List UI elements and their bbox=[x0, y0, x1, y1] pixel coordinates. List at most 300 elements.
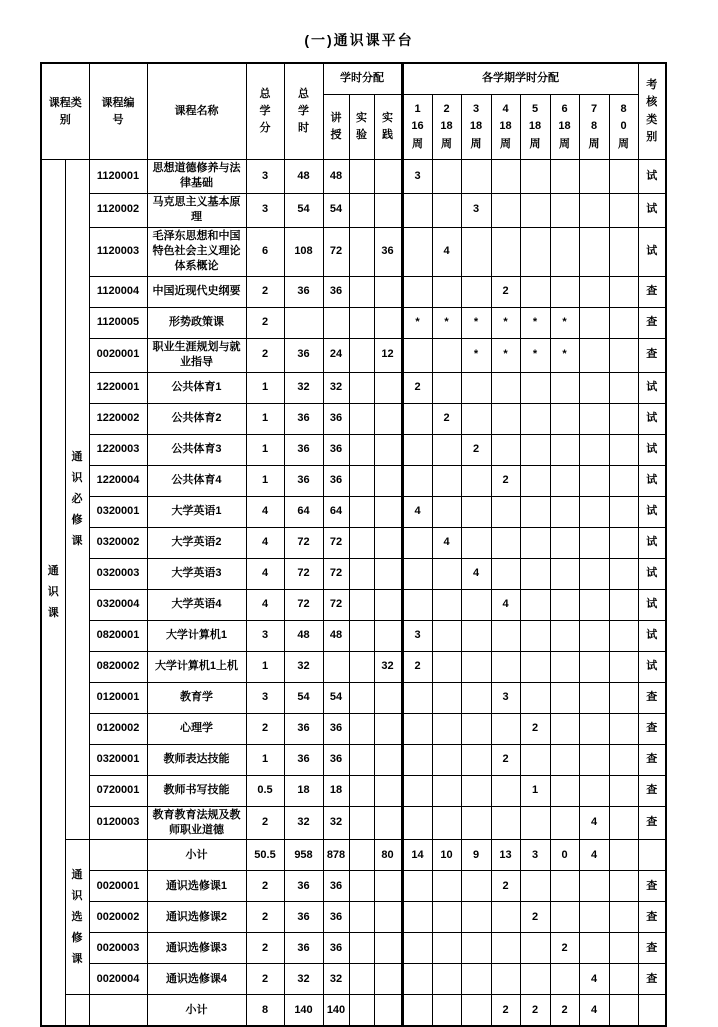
cell-credits: 50.5 bbox=[246, 840, 284, 871]
cell-sem-4 bbox=[491, 193, 520, 227]
cell-sem-6 bbox=[550, 227, 579, 276]
cell-sem-6 bbox=[550, 589, 579, 620]
cell-hours: 72 bbox=[284, 527, 323, 558]
cell-sem-4: 2 bbox=[491, 871, 520, 902]
cell-experiment bbox=[349, 964, 374, 995]
cell-sem-3 bbox=[461, 744, 491, 775]
cell-credits: 3 bbox=[246, 160, 284, 194]
cell-lecture: 878 bbox=[323, 840, 349, 871]
cell-practice bbox=[374, 276, 402, 307]
cell-credits: 3 bbox=[246, 682, 284, 713]
cell-sem-4 bbox=[491, 775, 520, 806]
cell-sem-6 bbox=[550, 527, 579, 558]
cell-sem-4: 3 bbox=[491, 682, 520, 713]
cell-sem-7 bbox=[579, 775, 609, 806]
cell-lecture: 72 bbox=[323, 227, 349, 276]
cell-sem-2 bbox=[432, 995, 461, 1027]
cell-sem-2 bbox=[432, 871, 461, 902]
cell-sem-7 bbox=[579, 527, 609, 558]
cell-sem-7: 4 bbox=[579, 806, 609, 840]
cell-sem-6: 2 bbox=[550, 995, 579, 1027]
cell-name: 通识选修课4 bbox=[147, 964, 246, 995]
cell-sem-5 bbox=[520, 496, 550, 527]
cell-sem-5 bbox=[520, 806, 550, 840]
cell-sem-7 bbox=[579, 871, 609, 902]
header-semester-7: 7 8 周 bbox=[579, 95, 609, 160]
cell-sem-4: 4 bbox=[491, 589, 520, 620]
cell-hours: 36 bbox=[284, 338, 323, 372]
cell-experiment bbox=[349, 682, 374, 713]
cell-experiment bbox=[349, 806, 374, 840]
cell-hours: 72 bbox=[284, 589, 323, 620]
cell-credits: 2 bbox=[246, 902, 284, 933]
cell-hours: 54 bbox=[284, 682, 323, 713]
cell-code: 1120002 bbox=[89, 193, 147, 227]
cell-sem-3 bbox=[461, 871, 491, 902]
cell-sem-2 bbox=[432, 964, 461, 995]
cell-sem-7 bbox=[579, 558, 609, 589]
cell-sem-3 bbox=[461, 276, 491, 307]
cell-code: 0120002 bbox=[89, 713, 147, 744]
course-row bbox=[41, 338, 666, 372]
cell-practice bbox=[374, 995, 402, 1027]
header-semester-1: 1 16 周 bbox=[402, 95, 432, 160]
cell-sem-5: * bbox=[520, 338, 550, 372]
cell-credits: 2 bbox=[246, 964, 284, 995]
cell-hours: 36 bbox=[284, 465, 323, 496]
header-total-credits: 总学分 bbox=[246, 63, 284, 160]
cell-sem-6 bbox=[550, 775, 579, 806]
cell-sem-4: 13 bbox=[491, 840, 520, 871]
cell-experiment bbox=[349, 465, 374, 496]
cell-sem-1: 3 bbox=[402, 620, 432, 651]
cell-practice bbox=[374, 620, 402, 651]
cell-experiment bbox=[349, 496, 374, 527]
cell-experiment bbox=[349, 403, 374, 434]
header-semester-6: 6 18 周 bbox=[550, 95, 579, 160]
cell-lecture: 36 bbox=[323, 871, 349, 902]
cell-credits: 8 bbox=[246, 995, 284, 1027]
cell-sem-8 bbox=[609, 403, 638, 434]
cell-credits: 3 bbox=[246, 193, 284, 227]
cell-name: 教师表达技能 bbox=[147, 744, 246, 775]
cell-assessment: 试 bbox=[638, 465, 666, 496]
cell-practice bbox=[374, 193, 402, 227]
cell-sem-1: 3 bbox=[402, 160, 432, 194]
header-course-name: 课程名称 bbox=[147, 63, 246, 160]
cell-sem-7 bbox=[579, 933, 609, 964]
cell-lecture: 48 bbox=[323, 160, 349, 194]
cell-hours: 108 bbox=[284, 227, 323, 276]
cell-sem-7 bbox=[579, 372, 609, 403]
cell-sem-3 bbox=[461, 964, 491, 995]
cell-sem-5 bbox=[520, 227, 550, 276]
cell-name: 公共体育2 bbox=[147, 403, 246, 434]
cell-sem-1 bbox=[402, 465, 432, 496]
cell-code: 1120004 bbox=[89, 276, 147, 307]
cell-sem-8 bbox=[609, 434, 638, 465]
cell-code: 1220004 bbox=[89, 465, 147, 496]
cell-sem-2 bbox=[432, 651, 461, 682]
header-semester-5: 5 18 周 bbox=[520, 95, 550, 160]
header-course-category: 课程类别 bbox=[41, 63, 89, 160]
cell-sem-1 bbox=[402, 933, 432, 964]
cell-code: 1120005 bbox=[89, 307, 147, 338]
cell-sem-7 bbox=[579, 227, 609, 276]
cell-practice bbox=[374, 372, 402, 403]
cell-sem-4 bbox=[491, 651, 520, 682]
cell-sem-2 bbox=[432, 620, 461, 651]
course-row bbox=[41, 933, 666, 964]
cell-credits: 2 bbox=[246, 307, 284, 338]
cell-assessment: 试 bbox=[638, 496, 666, 527]
header-total-hours: 总学时 bbox=[284, 63, 323, 160]
cell-name: 教师书写技能 bbox=[147, 775, 246, 806]
cell-code: 1120001 bbox=[89, 160, 147, 194]
cell-sem-8 bbox=[609, 806, 638, 840]
cell-code: 0320003 bbox=[89, 558, 147, 589]
cell-sem-7 bbox=[579, 651, 609, 682]
cell-sem-3 bbox=[461, 496, 491, 527]
cell-experiment bbox=[349, 434, 374, 465]
cell-hours: 36 bbox=[284, 744, 323, 775]
cell-code bbox=[89, 995, 147, 1027]
cell-sem-8 bbox=[609, 840, 638, 871]
cell-sem-8 bbox=[609, 682, 638, 713]
header-hour-allocation-group: 学时分配 bbox=[323, 63, 402, 95]
course-row bbox=[41, 227, 666, 276]
cell-sem-8 bbox=[609, 964, 638, 995]
cell-assessment: 查 bbox=[638, 933, 666, 964]
cell-hours: 36 bbox=[284, 902, 323, 933]
cell-sem-2 bbox=[432, 496, 461, 527]
cell-code: 0120001 bbox=[89, 682, 147, 713]
cell-sem-6 bbox=[550, 682, 579, 713]
cell-practice bbox=[374, 558, 402, 589]
cell-sem-2 bbox=[432, 744, 461, 775]
cell-experiment bbox=[349, 558, 374, 589]
cell-hours: 140 bbox=[284, 995, 323, 1027]
cell-sem-4 bbox=[491, 527, 520, 558]
cell-sem-1: * bbox=[402, 307, 432, 338]
cell-practice: 36 bbox=[374, 227, 402, 276]
cell-experiment bbox=[349, 193, 374, 227]
cell-sem-7 bbox=[579, 160, 609, 194]
cell-sem-1 bbox=[402, 403, 432, 434]
cell-code: 0120003 bbox=[89, 806, 147, 840]
cell-sem-5 bbox=[520, 651, 550, 682]
cell-sem-5 bbox=[520, 744, 550, 775]
course-row bbox=[41, 806, 666, 840]
cell-sem-2 bbox=[432, 933, 461, 964]
cell-sem-2: 10 bbox=[432, 840, 461, 871]
cell-sem-5 bbox=[520, 527, 550, 558]
cell-sem-5: 3 bbox=[520, 840, 550, 871]
cell-sem-8 bbox=[609, 651, 638, 682]
cell-lecture: 64 bbox=[323, 496, 349, 527]
cell-sem-6: 0 bbox=[550, 840, 579, 871]
cell-sem-8 bbox=[609, 496, 638, 527]
subtotal-row bbox=[41, 840, 666, 871]
group-label: 通识必修课 bbox=[65, 160, 89, 840]
cell-sem-5 bbox=[520, 558, 550, 589]
cell-credits: 6 bbox=[246, 227, 284, 276]
cell-credits: 4 bbox=[246, 527, 284, 558]
cell-sem-8 bbox=[609, 713, 638, 744]
cell-lecture: 36 bbox=[323, 403, 349, 434]
cell-name: 大学英语2 bbox=[147, 527, 246, 558]
cell-sem-1: 4 bbox=[402, 496, 432, 527]
cell-code: 0020001 bbox=[89, 338, 147, 372]
course-row bbox=[41, 558, 666, 589]
cell-sem-4 bbox=[491, 933, 520, 964]
header-assessment: 考核类别 bbox=[638, 63, 666, 160]
cell-sem-4 bbox=[491, 160, 520, 194]
cell-credits: 2 bbox=[246, 871, 284, 902]
cell-assessment: 查 bbox=[638, 338, 666, 372]
cell-sem-4 bbox=[491, 620, 520, 651]
cell-name: 大学英语1 bbox=[147, 496, 246, 527]
cell-sem-8 bbox=[609, 871, 638, 902]
cell-experiment bbox=[349, 276, 374, 307]
cell-assessment: 试 bbox=[638, 193, 666, 227]
cell-sem-3: 3 bbox=[461, 193, 491, 227]
cell-sem-6 bbox=[550, 434, 579, 465]
cell-name: 职业生涯规划与就业指导 bbox=[147, 338, 246, 372]
cell-hours: 18 bbox=[284, 775, 323, 806]
cell-experiment bbox=[349, 589, 374, 620]
cell-sem-5 bbox=[520, 434, 550, 465]
cell-experiment bbox=[349, 840, 374, 871]
cell-lecture: 54 bbox=[323, 193, 349, 227]
cell-sem-3 bbox=[461, 160, 491, 194]
cell-practice bbox=[374, 682, 402, 713]
cell-sem-1 bbox=[402, 558, 432, 589]
cell-sem-6 bbox=[550, 713, 579, 744]
cell-hours: 72 bbox=[284, 558, 323, 589]
cell-sem-8 bbox=[609, 527, 638, 558]
cell-sem-3 bbox=[461, 651, 491, 682]
course-row bbox=[41, 871, 666, 902]
cell-sem-4 bbox=[491, 806, 520, 840]
cell-credits: 4 bbox=[246, 589, 284, 620]
cell-name: 大学计算机1 bbox=[147, 620, 246, 651]
cell-lecture: 32 bbox=[323, 964, 349, 995]
cell-hours: 36 bbox=[284, 713, 323, 744]
cell-sem-3 bbox=[461, 775, 491, 806]
cell-lecture: 72 bbox=[323, 558, 349, 589]
cell-sem-7: 4 bbox=[579, 995, 609, 1027]
cell-sem-7 bbox=[579, 434, 609, 465]
cell-practice bbox=[374, 871, 402, 902]
cell-sem-3 bbox=[461, 806, 491, 840]
header-experiment: 实验 bbox=[349, 95, 374, 160]
cell-sem-5 bbox=[520, 276, 550, 307]
cell-sem-8 bbox=[609, 902, 638, 933]
cell-credits: 1 bbox=[246, 372, 284, 403]
header-row-1 bbox=[41, 63, 666, 95]
cell-name: 公共体育4 bbox=[147, 465, 246, 496]
cell-sem-2 bbox=[432, 193, 461, 227]
group-label: 通识选修课 bbox=[65, 840, 89, 995]
cell-sem-6: 2 bbox=[550, 933, 579, 964]
cell-lecture: 54 bbox=[323, 682, 349, 713]
course-row bbox=[41, 307, 666, 338]
cell-practice bbox=[374, 589, 402, 620]
course-row bbox=[41, 713, 666, 744]
cell-practice: 12 bbox=[374, 338, 402, 372]
cell-lecture: 32 bbox=[323, 806, 349, 840]
cell-sem-3 bbox=[461, 713, 491, 744]
cell-code: 0820001 bbox=[89, 620, 147, 651]
cell-assessment: 查 bbox=[638, 902, 666, 933]
cell-hours bbox=[284, 307, 323, 338]
cell-hours: 48 bbox=[284, 620, 323, 651]
cell-lecture: 72 bbox=[323, 527, 349, 558]
cell-sem-8 bbox=[609, 338, 638, 372]
cell-assessment: 试 bbox=[638, 160, 666, 194]
cell-sem-6 bbox=[550, 160, 579, 194]
cell-credits: 2 bbox=[246, 806, 284, 840]
cell-sem-1 bbox=[402, 902, 432, 933]
cell-sem-5: * bbox=[520, 307, 550, 338]
cell-sem-5 bbox=[520, 372, 550, 403]
cell-assessment: 查 bbox=[638, 307, 666, 338]
cell-sem-6: * bbox=[550, 307, 579, 338]
cell-practice: 80 bbox=[374, 840, 402, 871]
header-semester-2: 2 18 周 bbox=[432, 95, 461, 160]
header-lecture: 讲授 bbox=[323, 95, 349, 160]
cell-name: 通识选修课2 bbox=[147, 902, 246, 933]
cell-code: 0020003 bbox=[89, 933, 147, 964]
course-row bbox=[41, 434, 666, 465]
cell-sem-6: * bbox=[550, 338, 579, 372]
cell-practice bbox=[374, 307, 402, 338]
cell-code: 1220002 bbox=[89, 403, 147, 434]
cell-lecture bbox=[323, 307, 349, 338]
cell-sem-6 bbox=[550, 964, 579, 995]
cell-sem-8 bbox=[609, 276, 638, 307]
cell-sem-1: 2 bbox=[402, 651, 432, 682]
course-row bbox=[41, 964, 666, 995]
cell-sem-4 bbox=[491, 902, 520, 933]
cell-sem-1 bbox=[402, 871, 432, 902]
cell-assessment: 试 bbox=[638, 372, 666, 403]
cell-hours: 32 bbox=[284, 806, 323, 840]
cell-sem-3 bbox=[461, 995, 491, 1027]
cell-sem-6 bbox=[550, 806, 579, 840]
course-row bbox=[41, 276, 666, 307]
cell-sem-1 bbox=[402, 995, 432, 1027]
cell-assessment bbox=[638, 995, 666, 1027]
cell-sem-2: 4 bbox=[432, 527, 461, 558]
cell-name: 毛泽东思想和中国特色社会主义理论体系概论 bbox=[147, 227, 246, 276]
cell-sem-4 bbox=[491, 227, 520, 276]
page-title: (一)通识课平台 bbox=[304, 32, 414, 48]
cell-credits: 1 bbox=[246, 403, 284, 434]
cell-sem-6 bbox=[550, 620, 579, 651]
cell-sem-3 bbox=[461, 682, 491, 713]
cell-assessment: 试 bbox=[638, 589, 666, 620]
cell-code: 0020004 bbox=[89, 964, 147, 995]
subtotal-row bbox=[41, 995, 666, 1027]
cell-sem-8 bbox=[609, 933, 638, 964]
cell-sem-7 bbox=[579, 589, 609, 620]
cell-sem-4: * bbox=[491, 338, 520, 372]
cell-experiment bbox=[349, 995, 374, 1027]
cell-practice bbox=[374, 527, 402, 558]
cell-sem-8 bbox=[609, 372, 638, 403]
cell-name: 大学英语4 bbox=[147, 589, 246, 620]
cell-code: 0820002 bbox=[89, 651, 147, 682]
cell-sem-5: 2 bbox=[520, 995, 550, 1027]
cell-sem-7 bbox=[579, 744, 609, 775]
cell-code: 1220001 bbox=[89, 372, 147, 403]
cell-sem-7 bbox=[579, 307, 609, 338]
cell-sem-6 bbox=[550, 496, 579, 527]
course-row bbox=[41, 775, 666, 806]
cell-sem-8 bbox=[609, 558, 638, 589]
course-row bbox=[41, 403, 666, 434]
cell-hours: 36 bbox=[284, 276, 323, 307]
cell-hours: 36 bbox=[284, 434, 323, 465]
cell-sem-1: 14 bbox=[402, 840, 432, 871]
cell-name: 大学计算机1上机 bbox=[147, 651, 246, 682]
course-row bbox=[41, 527, 666, 558]
cell-name: 思想道德修养与法律基础 bbox=[147, 160, 246, 194]
cell-sem-2 bbox=[432, 806, 461, 840]
cell-sem-8 bbox=[609, 160, 638, 194]
cell-sem-6 bbox=[550, 902, 579, 933]
cell-hours: 48 bbox=[284, 160, 323, 194]
cell-sem-2 bbox=[432, 465, 461, 496]
cell-lecture: 48 bbox=[323, 620, 349, 651]
cell-sem-3: 2 bbox=[461, 434, 491, 465]
cell-name: 教育学 bbox=[147, 682, 246, 713]
cell-practice bbox=[374, 933, 402, 964]
cell-credits: 1 bbox=[246, 744, 284, 775]
cell-sem-3 bbox=[461, 902, 491, 933]
cell-name: 通识选修课1 bbox=[147, 871, 246, 902]
cell-credits: 4 bbox=[246, 496, 284, 527]
cell-sem-3: 9 bbox=[461, 840, 491, 871]
cell-name: 中国近现代史纲要 bbox=[147, 276, 246, 307]
cell-hours: 36 bbox=[284, 933, 323, 964]
cell-sem-2: 4 bbox=[432, 227, 461, 276]
cell-sem-1 bbox=[402, 434, 432, 465]
cell-sem-5 bbox=[520, 403, 550, 434]
cell-hours: 32 bbox=[284, 964, 323, 995]
cell-hours: 54 bbox=[284, 193, 323, 227]
cell-sem-1: 2 bbox=[402, 372, 432, 403]
cell-code bbox=[89, 840, 147, 871]
cell-sem-8 bbox=[609, 465, 638, 496]
header-semester-3: 3 18 周 bbox=[461, 95, 491, 160]
cell-sem-1 bbox=[402, 964, 432, 995]
cell-sem-1 bbox=[402, 713, 432, 744]
cell-sem-3 bbox=[461, 620, 491, 651]
cell-lecture: 36 bbox=[323, 276, 349, 307]
cell-sem-7 bbox=[579, 403, 609, 434]
cell-sem-8 bbox=[609, 620, 638, 651]
cell-sem-5: 1 bbox=[520, 775, 550, 806]
header-semester-4: 4 18 周 bbox=[491, 95, 520, 160]
course-row bbox=[41, 682, 666, 713]
cell-sem-3 bbox=[461, 403, 491, 434]
cell-sem-3: * bbox=[461, 307, 491, 338]
cell-code: 0320001 bbox=[89, 496, 147, 527]
cell-sem-1 bbox=[402, 775, 432, 806]
